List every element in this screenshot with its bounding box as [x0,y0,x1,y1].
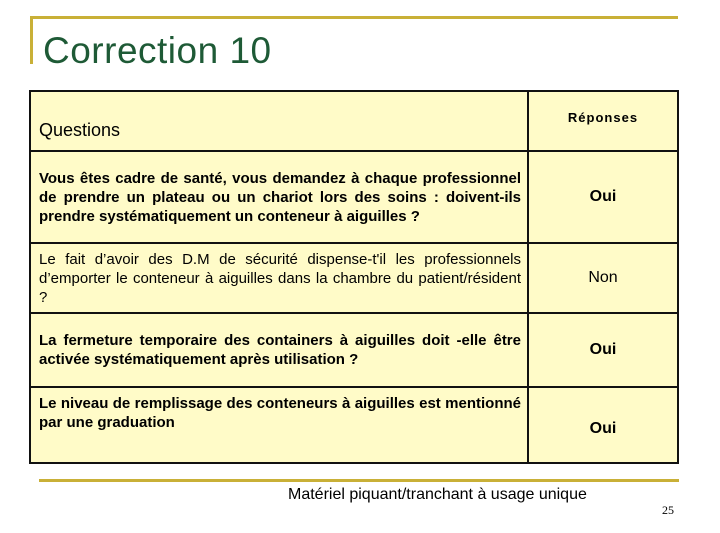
bottom-decorative-line [39,479,679,482]
table-row [30,151,678,243]
questions-table [29,90,679,464]
question-cell: Vous êtes cadre de santé, vous demandez à chaque professionnel de prendre un plateau ou un chariot lors des soins : doivent-ils prendre systématiquement un conteneur à aiguilles ? [30,151,528,243]
slide-footer: Matériel piquant/tranchant à usage unique [288,486,587,503]
answer-cell: Oui [528,151,678,243]
header-questions: Questions [30,91,528,151]
top-decorative-line [30,16,678,19]
question-cell: Le fait d’avoir des D.M de sécurité dispense-t'il les professionnels d’emporter le conteneur à aiguilles dans la chambre du patient/résident ? [30,243,528,313]
table-row [30,313,678,387]
table-header-row [30,91,678,151]
table-row [30,243,678,313]
header-answers: Réponses [528,91,678,151]
top-left-decorative-line [30,16,33,64]
answer-cell: Oui [528,387,678,463]
answer-cell: Oui [528,313,678,387]
question-cell: La fermeture temporaire des containers à aiguilles doit -elle être activée systématiquement après utilisation ? [30,313,528,387]
question-cell: Le niveau de remplissage des conteneurs à aiguilles est mentionné par une graduation [30,387,528,463]
answer-cell: Non [528,243,678,313]
table-row [30,387,678,463]
slide-title: Correction 10 [43,30,272,71]
page-number: 25 [662,503,674,517]
